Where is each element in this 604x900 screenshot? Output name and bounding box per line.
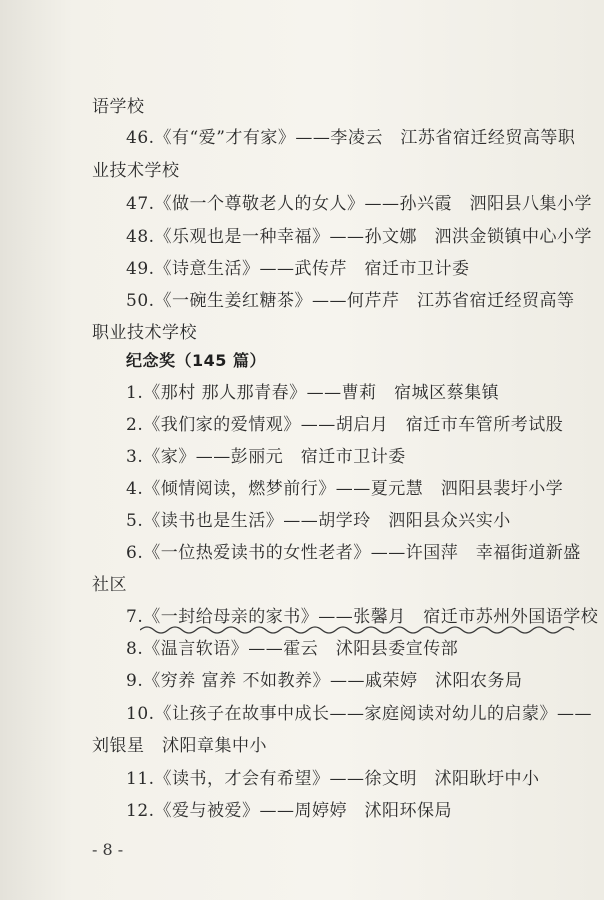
text-line: 职业技术学校	[92, 323, 197, 343]
text-line: 5.《读书也是生活》——胡学玲 泗阳县众兴实小	[126, 511, 511, 531]
text-line: 6.《一位热爱读书的女性老者》——许国萍 幸福街道新盛	[126, 543, 581, 563]
text-line: 2.《我们家的爱情观》——胡启月 宿迁市车管所考试股	[126, 415, 564, 435]
text-line: 1.《那村 那人那青春》——曹莉 宿城区蔡集镇	[126, 383, 500, 403]
text-line: 50.《一碗生姜红糖茶》——何芹芹 江苏省宿迁经贸高等	[126, 291, 575, 311]
text-line: 业技术学校	[92, 161, 180, 181]
page-number: - 8 -	[92, 840, 124, 859]
text-line: 9.《穷养 富养 不如教养》——戚荣婷 沭阳农务局	[126, 671, 523, 691]
handwritten-underline	[140, 624, 580, 636]
text-line: 刘银星 沭阳章集中小	[92, 736, 267, 756]
text-line: 12.《爱与被爱》——周婷婷 沭阳环保局	[126, 801, 453, 821]
text-line: 10.《让孩子在故事中成长——家庭阅读对幼儿的启蒙》——	[126, 704, 593, 724]
text-line: 46.《有“爱”才有家》——李凌云 江苏省宿迁经贸高等职	[126, 128, 576, 148]
text-line: 7.《一封给母亲的家书》——张馨月 宿迁市苏州外国语学校	[126, 607, 599, 627]
text-line: 48.《乐观也是一种幸福》——孙文娜 泗洪金锁镇中心小学	[126, 227, 593, 247]
text-line: 8.《温言软语》——霍云 沭阳县委宣传部	[126, 639, 459, 659]
text-line: 49.《诗意生活》——武传芹 宿迁市卫计委	[126, 259, 470, 279]
text-line: 3.《家》——彭丽元 宿迁市卫计委	[126, 447, 406, 467]
text-line: 11.《读书，才会有希望》——徐文明 沭阳耿圩中小	[126, 769, 540, 789]
text-line: 语学校	[92, 97, 145, 117]
text-line: 4.《倾情阅读，燃梦前行》——夏元慧 泗阳县裴圩小学	[126, 479, 564, 499]
text-line: 社区	[92, 575, 127, 595]
text-line: 47.《做一个尊敬老人的女人》——孙兴霞 泗阳县八集小学	[126, 194, 593, 214]
section-heading: 纪念奖（145 篇）	[126, 351, 266, 370]
